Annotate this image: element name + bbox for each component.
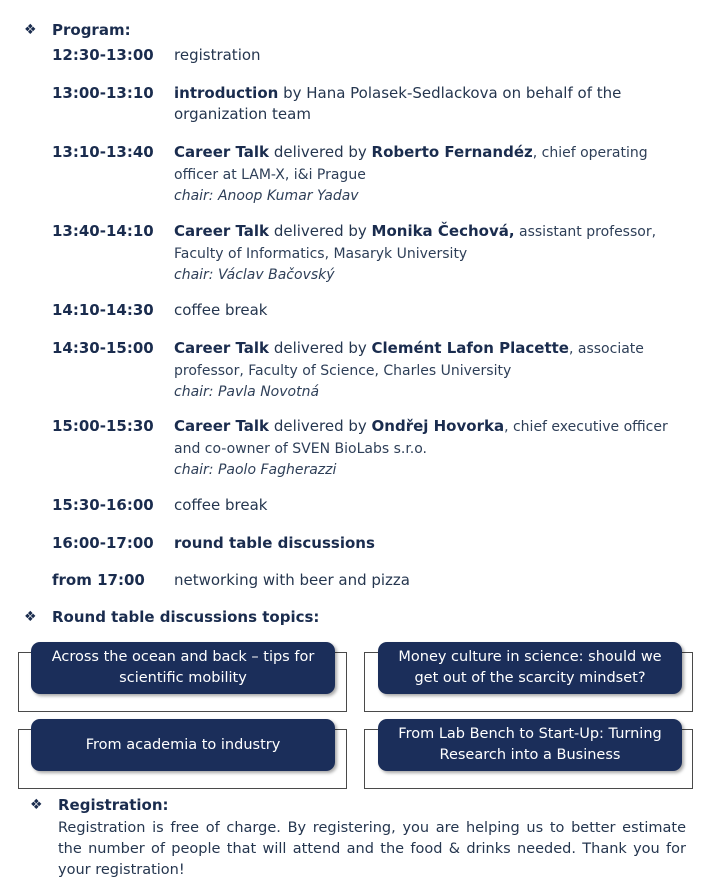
program-description: coffee break [174,496,268,514]
program-time: 14:30-15:00 [52,339,154,357]
program-time: 13:10-13:40 [52,143,154,161]
speaker-name: Clemént Lafon Placette [371,339,569,357]
chair-label: chair: Pavla Novotná [174,384,320,400]
registration-title: Registration: [58,796,169,814]
speaker-name: Ondřej Hovorka [371,417,505,435]
program-description: coffee break [174,301,268,319]
chair-label: chair: Paolo Fagherazzi [174,462,337,478]
program-time: 15:30-16:00 [52,496,154,514]
program-time: 14:10-14:30 [52,301,154,319]
program-time: 13:00-13:10 [52,84,154,102]
diamond-bullet-icon: ❖ [30,797,43,813]
program-description: round table discussions [174,534,375,552]
program-time: from 17:00 [52,571,145,589]
program-heading [24,20,131,40]
program-description: introduction by Hana Polasek-Sedlackova on behalf of the organization team [174,84,622,123]
program-title: Program: [52,21,131,39]
topic-card: From academia to industry [31,719,335,771]
topic-card: Money culture in science: should we get out of the scarcity mindset? [378,642,682,694]
program-description: Career Talk delivered by Clemént Lafon Placette, associate professor, Faculty of Science, Charles University chair: Pavla Novotná [174,338,674,403]
diamond-bullet-icon: ❖ [24,609,37,625]
program-description: Career Talk delivered by Ondřej Hovorka, chief executive officer and co-owner of SVEN BioLabs s.r.o. chair: Paolo Fagherazzi [174,416,674,481]
diamond-bullet-icon: ❖ [24,22,37,38]
program-description: networking with beer and pizza [174,571,411,589]
program-time: 16:00-17:00 [52,534,154,552]
topic-card: From Lab Bench to Start-Up: Turning Research into a Business [378,719,682,771]
speaker-name: Monika Čechová, [371,222,515,240]
topic-card: Across the ocean and back – tips for scientific mobility [31,642,335,694]
program-time: 15:00-15:30 [52,417,154,435]
topics-title: Round table discussions topics: [52,608,320,626]
chair-label: chair: Václav Bačovský [174,267,335,283]
speaker-name: Roberto Fernandéz [371,143,533,161]
program-time: 13:40-14:10 [52,222,154,240]
program-description: Career Talk delivered by Monika Čechová, assistant professor, Faculty of Informatics, Masaryk University chair: Václav Bačovský [174,221,674,286]
program-description: registration [174,46,261,64]
program-time: 12:30-13:00 [52,46,154,64]
registration-text: Registration is free of charge. By registering, you are helping us to better estimate the number of people that will attend and the food & drinks needed. Thank you for your registration! [58,820,686,878]
chair-label: chair: Anoop Kumar Yadav [174,188,359,204]
program-description: Career Talk delivered by Roberto Fernandéz, chief operating officer at LAM-X, i&i Prague chair: Anoop Kumar Yadav [174,142,674,207]
topics-heading [24,607,319,627]
registration-heading [30,795,169,815]
